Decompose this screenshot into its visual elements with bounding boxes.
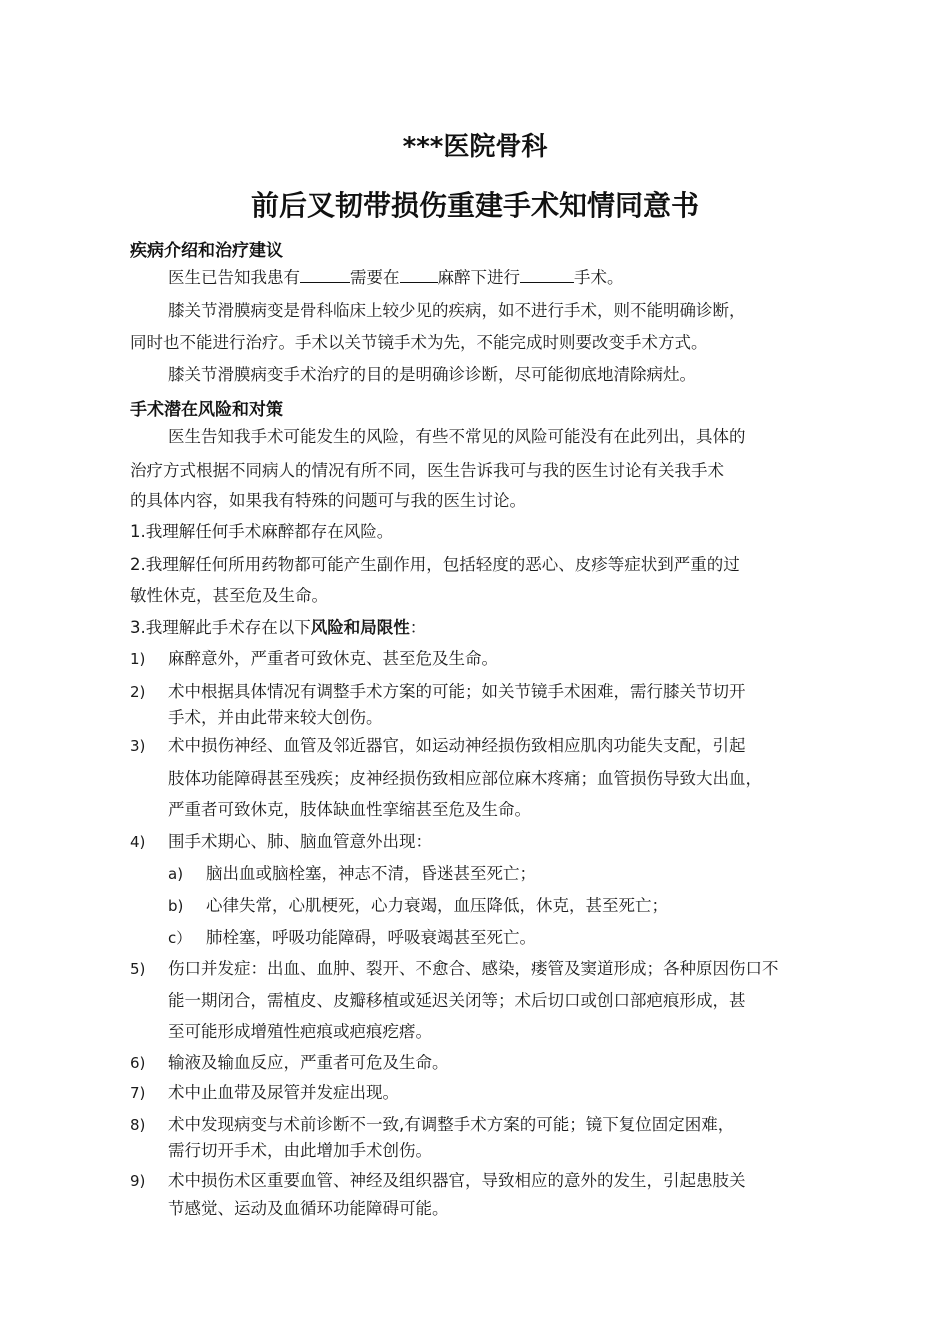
sub-item-label: a) xyxy=(168,865,184,883)
understanding-item-3: 3.我理解此手术存在以下风险和局限性： xyxy=(130,618,427,637)
risk-number: 3) xyxy=(130,737,146,755)
paragraph-line: 同时也不能进行治疗。手术以关节镜手术为先，不能完成时则要改变手术方式。 xyxy=(130,333,708,352)
risk-number: 6) xyxy=(130,1054,146,1072)
risk-text: 手术，并由此带来较大创伤。 xyxy=(168,708,383,727)
risk-text: 严重者可致休克，肢体缺血性挛缩甚至危及生命。 xyxy=(168,800,531,819)
risk-number: 5) xyxy=(130,960,146,978)
procedure-blank[interactable] xyxy=(520,266,574,283)
sub-item-text: 肺栓塞，呼吸功能障碍，呼吸衰竭甚至死亡。 xyxy=(206,928,536,947)
risk-number: 9) xyxy=(130,1172,146,1190)
section-heading-disease: 疾病介绍和治疗建议 xyxy=(130,241,283,261)
risk-text: 输液及输血反应，严重者可危及生命。 xyxy=(168,1053,449,1072)
risk-text: 术中发现病变与术前诊断不一致,有调整手术方案的可能；镜下复位固定困难， xyxy=(168,1115,735,1134)
risk-text: 需行切开手术，由此增加手术创伤。 xyxy=(168,1141,432,1160)
paragraph-line: 膝关节滑膜病变手术治疗的目的是明确诊诊断，尽可能彻底地清除病灶。 xyxy=(168,365,696,384)
sub-item-text: 脑出血或脑栓塞，神志不清，昏迷甚至死亡； xyxy=(206,864,536,883)
paragraph-line: 治疗方式根据不同病人的情况有所不同，医生告诉我可与我的医生讨论有关我手术 xyxy=(130,461,724,480)
risk-text: 围手术期心、肺、脑血管意外出现： xyxy=(168,832,432,851)
risk-text: 伤口并发症：出血、血肿、裂开、不愈合、感染，瘘管及窦道形成；各种原因伤口不 xyxy=(168,959,779,978)
paragraph-line: 膝关节滑膜病变是骨科临床上较少见的疾病，如不进行手术，则不能明确诊断， xyxy=(168,301,746,320)
risk-text: 节感觉、运动及血循环功能障碍可能。 xyxy=(168,1199,449,1218)
risk-number: 2) xyxy=(130,683,146,701)
risk-text: 术中止血带及尿管并发症出现。 xyxy=(168,1083,399,1102)
understanding-item-2: 2.我理解任何所用药物都可能产生副作用，包括轻度的恶心、皮疹等症状到严重的过 xyxy=(130,555,740,574)
risk-number: 7) xyxy=(130,1084,146,1102)
risk-text: 术中损伤神经、血管及邻近器官，如运动神经损伤致相应肌肉功能失支配，引起 xyxy=(168,736,746,755)
sub-item-label: b) xyxy=(168,897,184,915)
document-title: 前后叉韧带损伤重建手术知情同意书 xyxy=(250,189,699,222)
hospital-title: ***医院骨科 xyxy=(402,132,548,162)
anesthesia-blank[interactable] xyxy=(400,266,438,283)
understanding-item-1: 1.我理解任何手术麻醉都存在风险。 xyxy=(130,522,394,541)
risk-text: 术中损伤术区重要血管、神经及组织器官，导致相应的意外的发生，引起患肢关 xyxy=(168,1171,746,1190)
understanding-item-2-cont: 敏性休克，甚至危及生命。 xyxy=(130,586,328,605)
paragraph-line: 医生告知我手术可能发生的风险，有些不常见的风险可能没有在此列出，具体的 xyxy=(168,427,746,446)
risk-number: 8) xyxy=(130,1116,146,1134)
risk-text: 麻醉意外，严重者可致休克、甚至危及生命。 xyxy=(168,649,498,668)
risk-text: 术中根据具体情况有调整手术方案的可能；如关节镜手术困难，需行膝关节切开 xyxy=(168,682,746,701)
risk-text: 能一期闭合，需植皮、皮瓣移植或延迟关闭等；术后切口或创口部疤痕形成，甚 xyxy=(168,991,746,1010)
section-heading-risks: 手术潜在风险和对策 xyxy=(130,400,283,420)
risk-number: 4) xyxy=(130,833,146,851)
sub-item-text: 心律失常，心肌梗死，心力衰竭，血压降低，休克，甚至死亡； xyxy=(206,896,668,915)
risk-text: 肢体功能障碍甚至残疾；皮神经损伤致相应部位麻木疼痛；血管损伤导致大出血， xyxy=(168,769,762,788)
risk-number: 1) xyxy=(130,650,146,668)
intro-line: 医生已告知我患有 需要在 麻醉下进行 手术。 xyxy=(168,268,624,287)
diagnosis-blank[interactable] xyxy=(300,266,350,283)
risk-text: 至可能形成增殖性疤痕或疤痕疙瘩。 xyxy=(168,1022,432,1041)
sub-item-label: c） xyxy=(168,929,192,947)
paragraph-line: 的具体内容，如果我有特殊的问题可与我的医生讨论。 xyxy=(130,491,526,510)
